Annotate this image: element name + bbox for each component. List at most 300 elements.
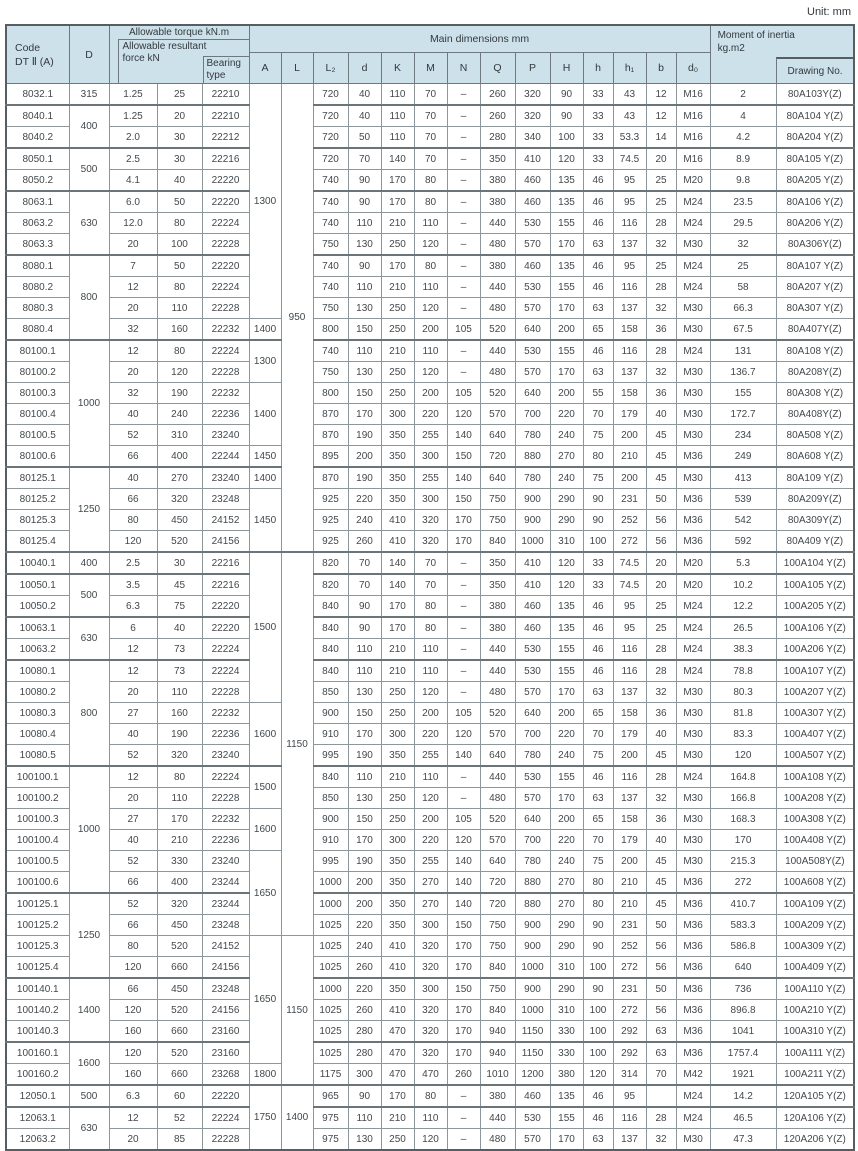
cell-d: 190 bbox=[348, 425, 381, 446]
table-row bbox=[6, 703, 854, 724]
cell-h1: 231 bbox=[613, 489, 646, 510]
cell-P: 320 bbox=[515, 105, 550, 127]
cell-M: 320 bbox=[414, 510, 447, 531]
cell-N: 150 bbox=[447, 446, 480, 468]
cell-P: 460 bbox=[515, 596, 550, 618]
cell-inertia: 67.5 bbox=[710, 319, 776, 341]
cell-K: 250 bbox=[381, 703, 414, 724]
cell-N: – bbox=[447, 191, 480, 213]
cell-force: 80 bbox=[157, 340, 202, 362]
cell-code: 8080.1 bbox=[6, 255, 69, 277]
cell-b: 56 bbox=[646, 510, 676, 531]
cell-b: 32 bbox=[646, 234, 676, 256]
cell-bearing: 22236 bbox=[202, 404, 249, 425]
cell-d0: M30 bbox=[676, 467, 710, 489]
cell-force: 160 bbox=[157, 319, 202, 341]
cell-b: 25 bbox=[646, 596, 676, 618]
cell-Q: 520 bbox=[480, 319, 515, 341]
cell-M: 80 bbox=[414, 596, 447, 618]
cell-Q: 480 bbox=[480, 234, 515, 256]
cell-inertia: 542 bbox=[710, 510, 776, 531]
cell-K: 140 bbox=[381, 552, 414, 574]
cell-bearing: 23240 bbox=[202, 425, 249, 446]
cell-h1: 116 bbox=[613, 766, 646, 788]
cell-L2: 895 bbox=[313, 446, 348, 468]
cell-Q: 520 bbox=[480, 809, 515, 830]
cell-h1: 116 bbox=[613, 213, 646, 234]
cell-H: 240 bbox=[550, 467, 583, 489]
cell-h: 55 bbox=[583, 383, 613, 404]
cell-h: 65 bbox=[583, 809, 613, 830]
cell-h: 90 bbox=[583, 915, 613, 936]
cell-P: 900 bbox=[515, 978, 550, 1000]
cell-d0: M36 bbox=[676, 1042, 710, 1064]
cell-d: 190 bbox=[348, 467, 381, 489]
cell-Q: 640 bbox=[480, 745, 515, 767]
cell-torque: 20 bbox=[109, 362, 157, 383]
cell-N: 170 bbox=[447, 1042, 480, 1064]
table-row bbox=[6, 298, 854, 319]
cell-H: 170 bbox=[550, 298, 583, 319]
cell-d: 190 bbox=[348, 745, 381, 767]
cell-inertia: 38.3 bbox=[710, 639, 776, 661]
cell-drawing: 80A407Y(Z) bbox=[776, 319, 854, 341]
cell-P: 780 bbox=[515, 425, 550, 446]
cell-h: 100 bbox=[583, 1042, 613, 1064]
cell-N: – bbox=[447, 1107, 480, 1129]
cell-K: 250 bbox=[381, 298, 414, 319]
cell-P: 320 bbox=[515, 84, 550, 106]
cell-code: 100125.4 bbox=[6, 957, 69, 979]
col-header-A: A bbox=[249, 53, 281, 84]
cell-Q: 1010 bbox=[480, 1064, 515, 1086]
cell-d: 110 bbox=[348, 340, 381, 362]
cell-torque: 32 bbox=[109, 383, 157, 404]
cell-inertia: 47.3 bbox=[710, 1129, 776, 1151]
cell-bearing: 22220 bbox=[202, 191, 249, 213]
cell-bearing: 22224 bbox=[202, 1107, 249, 1129]
cell-code: 10080.5 bbox=[6, 745, 69, 767]
cell-code: 10050.1 bbox=[6, 574, 69, 596]
cell-inertia: 78.8 bbox=[710, 660, 776, 682]
cell-N: 140 bbox=[447, 893, 480, 915]
cell-force: 20 bbox=[157, 105, 202, 127]
cell-N: – bbox=[447, 552, 480, 574]
cell-d: 220 bbox=[348, 978, 381, 1000]
cell-P: 570 bbox=[515, 298, 550, 319]
cell-inertia: 410.7 bbox=[710, 893, 776, 915]
cell-d: 260 bbox=[348, 1000, 381, 1021]
table-row bbox=[6, 277, 854, 298]
cell-A: 1650 bbox=[249, 936, 281, 1064]
cell-drawing: 80A307 Y(Z) bbox=[776, 298, 854, 319]
cell-inertia: 131 bbox=[710, 340, 776, 362]
cell-code: 8040.1 bbox=[6, 105, 69, 127]
cell-bearing: 22228 bbox=[202, 1129, 249, 1151]
cell-bearing: 23240 bbox=[202, 467, 249, 489]
cell-D: 315 bbox=[69, 84, 109, 106]
cell-inertia: 83.3 bbox=[710, 724, 776, 745]
cell-inertia: 583.3 bbox=[710, 915, 776, 936]
cell-P: 1150 bbox=[515, 1042, 550, 1064]
cell-force: 320 bbox=[157, 745, 202, 767]
cell-d0: M24 bbox=[676, 277, 710, 298]
col-header-h: h bbox=[583, 53, 613, 84]
cell-K: 210 bbox=[381, 660, 414, 682]
cell-M: 300 bbox=[414, 446, 447, 468]
cell-L2: 750 bbox=[313, 362, 348, 383]
cell-M: 70 bbox=[414, 148, 447, 170]
cell-d0: M36 bbox=[676, 957, 710, 979]
cell-H: 380 bbox=[550, 1064, 583, 1086]
cell-N: – bbox=[447, 362, 480, 383]
cell-drawing: 80A608 Y(Z) bbox=[776, 446, 854, 468]
cell-d0: M30 bbox=[676, 298, 710, 319]
col-header-moment-of-inertia bbox=[710, 25, 854, 84]
table-row bbox=[6, 1107, 854, 1129]
cell-H: 240 bbox=[550, 851, 583, 872]
cell-D: 400 bbox=[69, 105, 109, 148]
cell-d0: M30 bbox=[676, 703, 710, 724]
cell-d: 280 bbox=[348, 1042, 381, 1064]
cell-drawing: 100A207 Y(Z) bbox=[776, 682, 854, 703]
cell-H: 90 bbox=[550, 105, 583, 127]
cell-inertia: 4 bbox=[710, 105, 776, 127]
cell-torque: 12.0 bbox=[109, 213, 157, 234]
cell-bearing: 22224 bbox=[202, 639, 249, 661]
cell-torque: 12 bbox=[109, 639, 157, 661]
cell-h: 70 bbox=[583, 724, 613, 745]
cell-d0: M24 bbox=[676, 1085, 710, 1107]
cell-P: 530 bbox=[515, 213, 550, 234]
cell-P: 700 bbox=[515, 404, 550, 425]
cell-inertia: 26.5 bbox=[710, 617, 776, 639]
cell-Q: 350 bbox=[480, 148, 515, 170]
cell-inertia: 272 bbox=[710, 872, 776, 894]
cell-d: 260 bbox=[348, 531, 381, 553]
cell-bearing: 24156 bbox=[202, 957, 249, 979]
cell-N: 120 bbox=[447, 404, 480, 425]
cell-code: 8050.1 bbox=[6, 148, 69, 170]
cell-L2: 1000 bbox=[313, 978, 348, 1000]
cell-inertia: 896.8 bbox=[710, 1000, 776, 1021]
table-row bbox=[6, 127, 854, 149]
cell-d0: M30 bbox=[676, 724, 710, 745]
cell-L2: 1025 bbox=[313, 957, 348, 979]
cell-drawing: 100A210 Y(Z) bbox=[776, 1000, 854, 1021]
cell-d: 200 bbox=[348, 872, 381, 894]
table-row bbox=[6, 489, 854, 510]
cell-P: 900 bbox=[515, 510, 550, 531]
cell-force: 40 bbox=[157, 617, 202, 639]
cell-b bbox=[646, 1085, 676, 1107]
cell-d0: M20 bbox=[676, 552, 710, 574]
cell-d: 300 bbox=[348, 1064, 381, 1086]
cell-inertia: 168.3 bbox=[710, 809, 776, 830]
cell-H: 135 bbox=[550, 255, 583, 277]
cell-L2: 995 bbox=[313, 745, 348, 767]
cell-P: 640 bbox=[515, 383, 550, 404]
cell-b: 25 bbox=[646, 191, 676, 213]
cell-N: 170 bbox=[447, 510, 480, 531]
cell-d0: M36 bbox=[676, 1000, 710, 1021]
cell-force: 270 bbox=[157, 467, 202, 489]
cell-P: 880 bbox=[515, 893, 550, 915]
cell-K: 250 bbox=[381, 682, 414, 703]
cell-L2: 720 bbox=[313, 84, 348, 106]
col-header-d: D bbox=[69, 25, 109, 84]
cell-d: 200 bbox=[348, 893, 381, 915]
table-row bbox=[6, 362, 854, 383]
cell-code: 100100.3 bbox=[6, 809, 69, 830]
cell-M: 120 bbox=[414, 362, 447, 383]
cell-K: 210 bbox=[381, 213, 414, 234]
cell-b: 45 bbox=[646, 872, 676, 894]
cell-h1: 210 bbox=[613, 446, 646, 468]
cell-b: 40 bbox=[646, 404, 676, 425]
cell-Q: 520 bbox=[480, 383, 515, 404]
cell-bearing: 24156 bbox=[202, 531, 249, 553]
cell-code: 100100.5 bbox=[6, 851, 69, 872]
cell-P: 410 bbox=[515, 574, 550, 596]
cell-P: 530 bbox=[515, 766, 550, 788]
cell-h: 46 bbox=[583, 277, 613, 298]
cell-M: 120 bbox=[414, 788, 447, 809]
cell-L2: 870 bbox=[313, 425, 348, 446]
cell-torque: 120 bbox=[109, 957, 157, 979]
cell-P: 900 bbox=[515, 936, 550, 957]
cell-N: 105 bbox=[447, 809, 480, 830]
cell-b: 50 bbox=[646, 489, 676, 510]
cell-inertia: 155 bbox=[710, 383, 776, 404]
cell-Q: 480 bbox=[480, 1129, 515, 1151]
cell-M: 200 bbox=[414, 319, 447, 341]
table-row bbox=[6, 978, 854, 1000]
cell-A: 1600 bbox=[249, 809, 281, 851]
table-row bbox=[6, 893, 854, 915]
cell-inertia: 58 bbox=[710, 277, 776, 298]
table-row bbox=[6, 234, 854, 256]
cell-d0: M24 bbox=[676, 340, 710, 362]
cell-Q: 640 bbox=[480, 425, 515, 446]
cell-inertia: 14.2 bbox=[710, 1085, 776, 1107]
cell-bearing: 22220 bbox=[202, 170, 249, 192]
cell-N: – bbox=[447, 574, 480, 596]
cell-M: 70 bbox=[414, 552, 447, 574]
code-label-line1: Code bbox=[15, 41, 41, 54]
cell-torque: 66 bbox=[109, 446, 157, 468]
cell-torque: 52 bbox=[109, 893, 157, 915]
cell-inertia: 736 bbox=[710, 978, 776, 1000]
cell-M: 70 bbox=[414, 574, 447, 596]
cell-code: 100125.2 bbox=[6, 915, 69, 936]
cell-N: – bbox=[447, 298, 480, 319]
cell-inertia: 32 bbox=[710, 234, 776, 256]
cell-inertia: 8.9 bbox=[710, 148, 776, 170]
cell-inertia: 164.8 bbox=[710, 766, 776, 788]
cell-force: 110 bbox=[157, 682, 202, 703]
cell-inertia: 1757.4 bbox=[710, 1042, 776, 1064]
cell-d0: M24 bbox=[676, 766, 710, 788]
cell-force: 400 bbox=[157, 872, 202, 894]
cell-L2: 740 bbox=[313, 170, 348, 192]
cell-inertia: 136.7 bbox=[710, 362, 776, 383]
cell-D: 800 bbox=[69, 255, 109, 340]
cell-inertia: 166.8 bbox=[710, 788, 776, 809]
table-row bbox=[6, 574, 854, 596]
cell-code: 80125.2 bbox=[6, 489, 69, 510]
allowable-torque-label: Allowable torque kN.m bbox=[128, 27, 230, 38]
cell-torque: 52 bbox=[109, 745, 157, 767]
cell-bearing: 22224 bbox=[202, 766, 249, 788]
table-row bbox=[6, 319, 854, 341]
cell-torque: 52 bbox=[109, 425, 157, 446]
cell-d: 90 bbox=[348, 170, 381, 192]
cell-D: 500 bbox=[69, 148, 109, 191]
cell-torque: 120 bbox=[109, 1000, 157, 1021]
cell-code: 100140.3 bbox=[6, 1021, 69, 1043]
cell-H: 120 bbox=[550, 574, 583, 596]
cell-code: 100125.3 bbox=[6, 936, 69, 957]
cell-H: 170 bbox=[550, 1129, 583, 1151]
cell-d: 90 bbox=[348, 596, 381, 618]
cell-drawing: 80A105 Y(Z) bbox=[776, 148, 854, 170]
cell-h: 46 bbox=[583, 1107, 613, 1129]
cell-d: 280 bbox=[348, 1021, 381, 1043]
cell-K: 210 bbox=[381, 340, 414, 362]
cell-b: 63 bbox=[646, 1042, 676, 1064]
cell-L: 1150 bbox=[281, 936, 313, 1086]
cell-code: 8080.2 bbox=[6, 277, 69, 298]
cell-K: 470 bbox=[381, 1064, 414, 1086]
cell-d: 40 bbox=[348, 84, 381, 106]
cell-code: 80125.3 bbox=[6, 510, 69, 531]
cell-drawing: 100A211 Y(Z) bbox=[776, 1064, 854, 1086]
cell-P: 460 bbox=[515, 1085, 550, 1107]
cell-K: 250 bbox=[381, 1129, 414, 1151]
cell-H: 155 bbox=[550, 639, 583, 661]
cell-K: 110 bbox=[381, 127, 414, 149]
cell-H: 310 bbox=[550, 531, 583, 553]
cell-b: 32 bbox=[646, 298, 676, 319]
cell-bearing: 22228 bbox=[202, 362, 249, 383]
cell-Q: 480 bbox=[480, 682, 515, 703]
cell-P: 460 bbox=[515, 255, 550, 277]
cell-d0: M30 bbox=[676, 788, 710, 809]
cell-inertia: 9.8 bbox=[710, 170, 776, 192]
cell-drawing: 100A507 Y(Z) bbox=[776, 745, 854, 767]
cell-torque: 3.5 bbox=[109, 574, 157, 596]
cell-K: 410 bbox=[381, 1000, 414, 1021]
cell-h: 33 bbox=[583, 84, 613, 106]
cell-D: 1250 bbox=[69, 467, 109, 552]
cell-b: 28 bbox=[646, 1107, 676, 1129]
cell-Q: 440 bbox=[480, 213, 515, 234]
cell-inertia: 592 bbox=[710, 531, 776, 553]
cell-A: 1600 bbox=[249, 703, 281, 767]
cell-h1: 95 bbox=[613, 1085, 646, 1107]
cell-torque: 2.0 bbox=[109, 127, 157, 149]
cell-code: 100140.1 bbox=[6, 978, 69, 1000]
cell-drawing: 80A208Y(Z) bbox=[776, 362, 854, 383]
cell-bearing: 22224 bbox=[202, 340, 249, 362]
cell-inertia: 23.5 bbox=[710, 191, 776, 213]
cell-D: 500 bbox=[69, 1085, 109, 1107]
cell-P: 530 bbox=[515, 277, 550, 298]
cell-torque: 20 bbox=[109, 682, 157, 703]
col-header-H: H bbox=[550, 53, 583, 84]
table-row bbox=[6, 596, 854, 618]
cell-code: 10040.1 bbox=[6, 552, 69, 574]
cell-force: 85 bbox=[157, 1129, 202, 1151]
cell-H: 100 bbox=[550, 127, 583, 149]
cell-bearing: 22228 bbox=[202, 234, 249, 256]
cell-M: 110 bbox=[414, 340, 447, 362]
cell-P: 780 bbox=[515, 851, 550, 872]
cell-bearing: 22216 bbox=[202, 148, 249, 170]
cell-D: 1250 bbox=[69, 893, 109, 978]
cell-A: 1400 bbox=[249, 467, 281, 489]
cell-N: – bbox=[447, 617, 480, 639]
cell-h: 75 bbox=[583, 467, 613, 489]
cell-torque: 66 bbox=[109, 872, 157, 894]
cell-Q: 720 bbox=[480, 872, 515, 894]
cell-inertia: 1041 bbox=[710, 1021, 776, 1043]
cell-Q: 350 bbox=[480, 552, 515, 574]
cell-L2: 820 bbox=[313, 574, 348, 596]
cell-code: 8032.1 bbox=[6, 84, 69, 106]
cell-d: 240 bbox=[348, 936, 381, 957]
cell-K: 110 bbox=[381, 105, 414, 127]
cell-L2: 975 bbox=[313, 1129, 348, 1151]
cell-K: 350 bbox=[381, 915, 414, 936]
cell-drawing: 80A207 Y(Z) bbox=[776, 277, 854, 298]
cell-Q: 750 bbox=[480, 978, 515, 1000]
cell-drawing: 80A408Y(Z) bbox=[776, 404, 854, 425]
table-row bbox=[6, 957, 854, 979]
cell-torque: 32 bbox=[109, 319, 157, 341]
cell-drawing: 100A307 Y(Z) bbox=[776, 703, 854, 724]
cell-bearing: 22220 bbox=[202, 1085, 249, 1107]
cell-torque: 2.5 bbox=[109, 148, 157, 170]
cell-M: 255 bbox=[414, 467, 447, 489]
cell-bearing: 22228 bbox=[202, 682, 249, 703]
cell-h: 100 bbox=[583, 957, 613, 979]
table-row bbox=[6, 809, 854, 830]
cell-d: 260 bbox=[348, 957, 381, 979]
cell-H: 290 bbox=[550, 936, 583, 957]
cell-force: 75 bbox=[157, 596, 202, 618]
cell-h1: 158 bbox=[613, 319, 646, 341]
cell-h: 63 bbox=[583, 1129, 613, 1151]
table-row bbox=[6, 425, 854, 446]
cell-P: 1200 bbox=[515, 1064, 550, 1086]
cell-force: 80 bbox=[157, 766, 202, 788]
cell-d0: M30 bbox=[676, 362, 710, 383]
cell-d: 130 bbox=[348, 362, 381, 383]
cell-b: 40 bbox=[646, 830, 676, 851]
cell-d0: M36 bbox=[676, 446, 710, 468]
cell-bearing: 22220 bbox=[202, 596, 249, 618]
cell-h1: 179 bbox=[613, 830, 646, 851]
cell-h: 46 bbox=[583, 255, 613, 277]
cell-K: 250 bbox=[381, 234, 414, 256]
cell-code: 80125.1 bbox=[6, 467, 69, 489]
cell-Q: 840 bbox=[480, 1000, 515, 1021]
cell-M: 110 bbox=[414, 213, 447, 234]
cell-code: 10080.3 bbox=[6, 703, 69, 724]
cell-torque: 40 bbox=[109, 830, 157, 851]
